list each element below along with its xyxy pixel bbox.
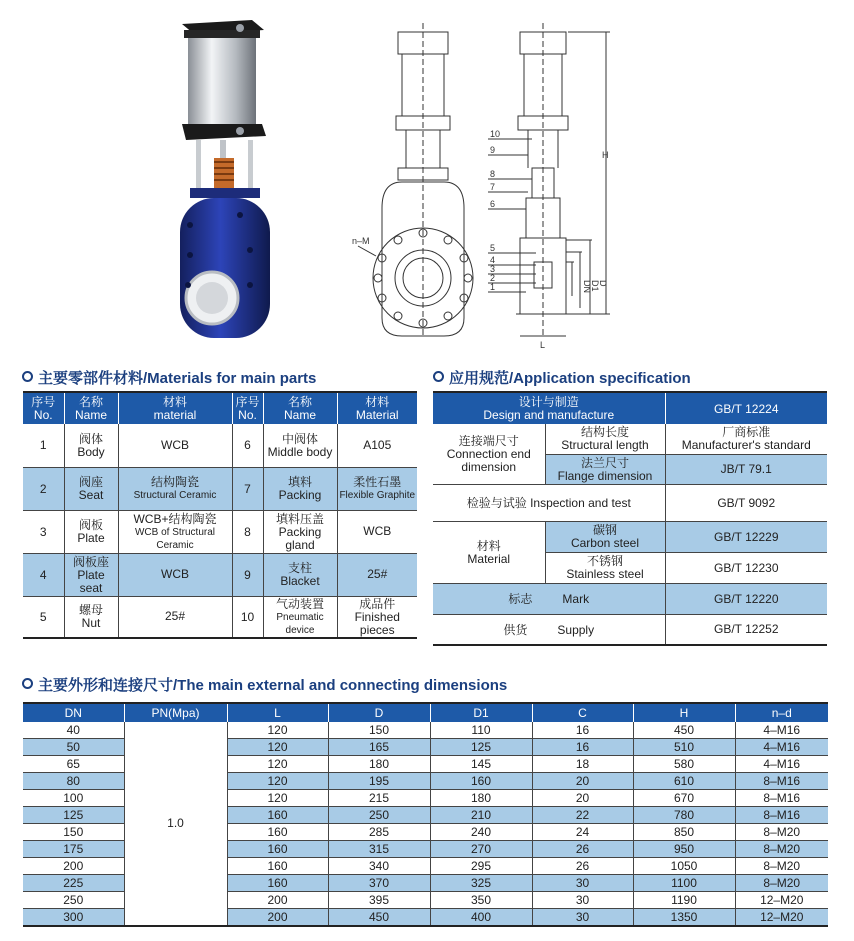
table-row: 225 160 370 325 30 1100 8–M20 bbox=[23, 875, 828, 892]
table-row: 标志 Mark GB/T 12220 bbox=[433, 583, 827, 614]
header-material: 材料 material bbox=[118, 392, 232, 424]
valve-technical-drawing bbox=[352, 18, 620, 350]
label-nm: n–M bbox=[352, 236, 370, 246]
part-2: 2 bbox=[490, 273, 496, 283]
table-row: 3 阀板 Plate WCB+结构陶瓷 WCB of Structural Ceramic 8 填料压盖 Packing gland WCB bbox=[23, 510, 417, 553]
materials-header-row bbox=[23, 392, 417, 424]
part-4: 4 bbox=[490, 255, 496, 265]
table-row: 4 阀板座 Plate seat WCB 9 支柱 Blacket 25# bbox=[23, 553, 417, 596]
table-row: 5 螺母 Nut 25# 10 气动装置 Pneumatic device 成品件 Finished pieces bbox=[23, 596, 417, 638]
bullet-icon bbox=[22, 371, 33, 382]
part-5: 5 bbox=[490, 243, 496, 253]
header-no-2: 序号 No. bbox=[232, 392, 263, 424]
dims-header-row: DN PN(Mpa) L D D1 C H n–d bbox=[23, 703, 828, 722]
table-row: 法兰尺寸 Flange dimension JB/T 79.1 bbox=[433, 454, 827, 484]
valve-photo bbox=[160, 10, 280, 350]
table-row: 250 200 395 350 30 1190 12–M20 bbox=[23, 892, 828, 909]
table-row: 供货 Supply GB/T 12252 bbox=[433, 614, 827, 645]
part-10: 10 bbox=[490, 129, 501, 139]
part-3: 3 bbox=[490, 264, 496, 274]
part-9: 9 bbox=[490, 145, 496, 155]
table-row: 连接端尺寸 Connection end dimension 结构长度 Structural length 厂商标准 Manufacturer's standard bbox=[433, 424, 827, 454]
table-row: 40 1.0 120 150 110 16 450 4–M16 bbox=[23, 722, 828, 739]
dims-title: 主要外形和连接尺寸/The main external and connecting dimensions bbox=[22, 674, 507, 695]
materials-title: 主要零部件材料/Materials for main parts bbox=[22, 367, 316, 388]
table-row: 检验与试验 Inspection and test GB/T 9092 bbox=[433, 484, 827, 521]
table-row: 175 160 315 270 26 950 8–M20 bbox=[23, 841, 828, 858]
label-l: L bbox=[540, 340, 546, 350]
materials-table bbox=[23, 391, 417, 639]
table-row: 材料 Material 碳钢 Carbon steel GB/T 12229 bbox=[433, 521, 827, 552]
part-6: 6 bbox=[490, 199, 496, 209]
pn-value: 1.0 bbox=[124, 722, 227, 926]
table-row: 300 200 450 400 30 1350 12–M20 bbox=[23, 909, 828, 927]
header-name: 名称 Name bbox=[64, 392, 118, 424]
part-7: 7 bbox=[490, 182, 496, 192]
dims-table bbox=[23, 702, 828, 927]
header-material-2: 材料 Material bbox=[337, 392, 417, 424]
table-row: 125 160 250 210 22 780 8–M16 bbox=[23, 807, 828, 824]
table-row: 80 120 195 160 20 610 8–M16 bbox=[23, 773, 828, 790]
bullet-icon bbox=[22, 678, 33, 689]
label-h: H bbox=[602, 150, 609, 160]
table-row: 200 160 340 295 26 1050 8–M20 bbox=[23, 858, 828, 875]
table-row: 不锈钢 Stainless steel GB/T 12230 bbox=[433, 552, 827, 583]
header-name-2: 名称 Name bbox=[263, 392, 337, 424]
part-1: 1 bbox=[490, 282, 496, 292]
label-d: D bbox=[598, 280, 608, 287]
bullet-icon bbox=[433, 371, 444, 382]
table-row: 1 阀体 Body WCB 6 中阀体 Middle body A105 bbox=[23, 424, 417, 467]
header-no: 序号 No. bbox=[23, 392, 64, 424]
spec-table bbox=[433, 391, 827, 646]
part-8: 8 bbox=[490, 169, 496, 179]
table-row: 50 120 165 125 16 510 4–M16 bbox=[23, 739, 828, 756]
spec-header-row: 设计与制造 Design and manufacture GB/T 12224 bbox=[433, 392, 827, 424]
label-d1: D1 bbox=[590, 280, 600, 292]
spec-title: 应用规范/Application specification bbox=[433, 367, 691, 388]
label-dn: DN bbox=[582, 280, 592, 293]
table-row: 150 160 285 240 24 850 8–M20 bbox=[23, 824, 828, 841]
table-row: 65 120 180 145 18 580 4–M16 bbox=[23, 756, 828, 773]
table-row: 100 120 215 180 20 670 8–M16 bbox=[23, 790, 828, 807]
table-row: 2 阀座 Seat 结构陶瓷 Structural Ceramic 7 填料 Packing 柔性石墨 Flexible Graphite bbox=[23, 467, 417, 510]
